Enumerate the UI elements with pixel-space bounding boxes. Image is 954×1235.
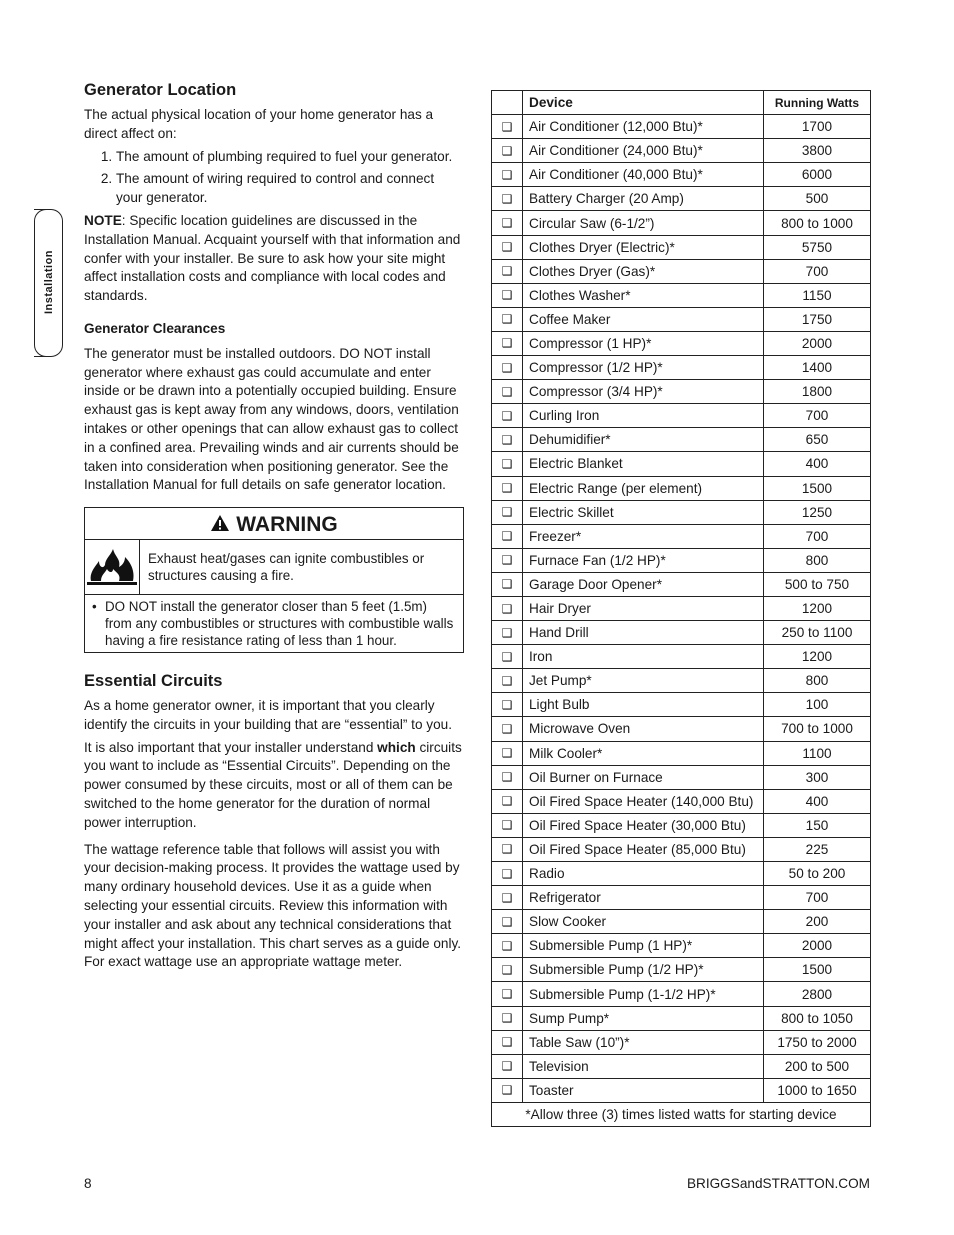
watts-cell: 3800 — [764, 139, 871, 163]
table-row — [492, 211, 871, 235]
section-title-essential-circuits: Essential Circuits — [84, 671, 223, 690]
footer-website: BRIGGSandSTRATTON.COM — [686, 1176, 870, 1191]
table-row — [492, 934, 871, 958]
watts-cell: 1200 — [764, 645, 871, 669]
device-cell: Toaster — [523, 1078, 764, 1102]
checkbox-icon[interactable]: ❑ — [492, 428, 523, 452]
checkbox-icon[interactable]: ❑ — [492, 982, 523, 1006]
checkbox-icon[interactable]: ❑ — [492, 356, 523, 380]
watts-cell: 1750 — [764, 307, 871, 331]
table-row — [492, 596, 871, 620]
device-cell: Compressor (3/4 HP)* — [523, 380, 764, 404]
device-cell: Circular Saw (6-1/2”) — [523, 211, 764, 235]
table-row — [492, 645, 871, 669]
checkbox-icon[interactable]: ❑ — [492, 572, 523, 596]
watts-cell: 800 to 1000 — [764, 211, 871, 235]
device-cell: Electric Blanket — [523, 452, 764, 476]
watts-cell: 1150 — [764, 283, 871, 307]
checkbox-icon[interactable]: ❑ — [492, 669, 523, 693]
device-cell: Television — [523, 1054, 764, 1078]
checkbox-icon[interactable]: ❑ — [492, 1030, 523, 1054]
device-cell: Hand Drill — [523, 621, 764, 645]
table-row — [492, 1030, 871, 1054]
watts-cell: 700 — [764, 404, 871, 428]
list-item: 1. The amount of plumbing required to fuel your generator. — [116, 148, 464, 167]
device-cell: Submersible Pump (1/2 HP)* — [523, 958, 764, 982]
device-cell: Slow Cooker — [523, 910, 764, 934]
essential-p2 — [84, 739, 464, 833]
checkbox-icon[interactable]: ❑ — [492, 596, 523, 620]
table-row — [492, 307, 871, 331]
watts-cell: 500 — [764, 187, 871, 211]
intro-text: The actual physical location of your home generator has a direct affect on: — [84, 107, 434, 141]
side-tab-label: Installation — [43, 249, 55, 315]
checkbox-icon[interactable]: ❑ — [492, 283, 523, 307]
watts-cell: 225 — [764, 837, 871, 861]
device-cell: Coffee Maker — [523, 307, 764, 331]
device-cell: Refrigerator — [523, 886, 764, 910]
watts-cell: 100 — [764, 693, 871, 717]
table-row — [492, 163, 871, 187]
device-cell: Garage Door Opener* — [523, 572, 764, 596]
list-item: 2. The amount of wiring required to control and connect your generator. — [116, 170, 464, 208]
checkbox-icon[interactable]: ❑ — [492, 837, 523, 861]
device-cell: Compressor (1 HP)* — [523, 331, 764, 355]
table-row — [492, 765, 871, 789]
checkbox-icon[interactable]: ❑ — [492, 307, 523, 331]
table-header-row — [492, 91, 871, 115]
watts-cell: 6000 — [764, 163, 871, 187]
warning-title: WARNING — [236, 513, 338, 537]
table-row — [492, 958, 871, 982]
watts-cell: 800 — [764, 669, 871, 693]
device-cell: Oil Fired Space Heater (30,000 Btu) — [523, 813, 764, 837]
device-cell: Curling Iron — [523, 404, 764, 428]
device-cell: Radio — [523, 862, 764, 886]
checkbox-icon[interactable]: ❑ — [492, 331, 523, 355]
table-row — [492, 572, 871, 596]
checkbox-icon[interactable]: ❑ — [492, 886, 523, 910]
page-number: 8 — [84, 1176, 92, 1191]
watts-cell: 1200 — [764, 596, 871, 620]
device-cell: Jet Pump* — [523, 669, 764, 693]
device-cell: Light Bulb — [523, 693, 764, 717]
device-cell: Submersible Pump (1 HP)* — [523, 934, 764, 958]
device-cell: Oil Burner on Furnace — [523, 765, 764, 789]
table-row — [492, 862, 871, 886]
section-title-generator-clearances: Generator Clearances — [84, 320, 226, 336]
essential-p3: The wattage reference table that follows will assist you with your decision-making process. It provides the wattage used by many ordinary household devices. Use it as a guide when selecting your essential circuits. Review this information with your installer and ask about any technical considerations that might affect your installation. This chart serves as a guide only. For exact wattage use an appropriate wattage meter. — [84, 841, 462, 970]
wattage-table — [491, 90, 871, 1127]
table-row — [492, 452, 871, 476]
checkbox-icon[interactable]: ❑ — [492, 693, 523, 717]
checkbox-icon[interactable]: ❑ — [492, 741, 523, 765]
device-cell: Clothes Washer* — [523, 283, 764, 307]
table-row — [492, 139, 871, 163]
watts-cell: 650 — [764, 428, 871, 452]
device-cell: Dehumidifier* — [523, 428, 764, 452]
watts-cell: 400 — [764, 789, 871, 813]
essential-p2-end: circuits you want to include as “Essential Circuits”. Depending on the power consumed by these circuits, most or all of them can be switched to the home generator for the duration of normal power interruption. — [84, 739, 462, 830]
device-cell: Electric Range (per element) — [523, 476, 764, 500]
checkbox-icon[interactable]: ❑ — [492, 115, 523, 139]
table-row — [492, 693, 871, 717]
table-row — [492, 717, 871, 741]
device-cell: Iron — [523, 645, 764, 669]
checkbox-icon[interactable]: ❑ — [492, 524, 523, 548]
table-row — [492, 1054, 871, 1078]
watts-cell: 2000 — [764, 934, 871, 958]
device-cell: Oil Fired Space Heater (85,000 Btu) — [523, 837, 764, 861]
checkbox-icon[interactable]: ❑ — [492, 500, 523, 524]
note-paragraph — [84, 212, 464, 306]
device-cell: Microwave Oven — [523, 717, 764, 741]
watts-cell: 400 — [764, 452, 871, 476]
device-cell: Compressor (1/2 HP)* — [523, 356, 764, 380]
checkbox-icon[interactable]: ❑ — [492, 789, 523, 813]
table-row — [492, 813, 871, 837]
watts-cell: 1100 — [764, 741, 871, 765]
table-row — [492, 187, 871, 211]
checkbox-icon[interactable]: ❑ — [492, 645, 523, 669]
running-watts-header: Running Watts — [764, 91, 871, 115]
table-row — [492, 621, 871, 645]
watts-cell: 1500 — [764, 476, 871, 500]
table-row — [492, 283, 871, 307]
table-row — [492, 741, 871, 765]
watts-cell: 300 — [764, 765, 871, 789]
warning-message: Exhaust heat/gases can ignite combustibles or structures causing a fire. — [148, 550, 425, 583]
device-cell: Clothes Dryer (Electric)* — [523, 235, 764, 259]
device-cell: Freezer* — [523, 524, 764, 548]
watts-cell: 1800 — [764, 380, 871, 404]
fire-icon — [85, 540, 140, 594]
checkbox-icon[interactable]: ❑ — [492, 380, 523, 404]
watts-cell: 700 — [764, 886, 871, 910]
checkbox-icon[interactable]: ❑ — [492, 621, 523, 645]
device-cell: Oil Fired Space Heater (140,000 Btu) — [523, 789, 764, 813]
table-row — [492, 476, 871, 500]
essential-p1: As a home generator owner, it is important that you clearly identify the circuits in your building that are “essential” to you. — [84, 697, 452, 732]
checkbox-icon[interactable]: ❑ — [492, 1054, 523, 1078]
essential-p2-bold: which — [377, 739, 416, 755]
table-footnote: *Allow three (3) times listed watts for starting device — [492, 1102, 871, 1126]
warning-bullet: • DO NOT install the generator closer than 5 feet (1.5m) from any combustibles or structures with combustible walls having a fire resistance rating of less than 1 hour. — [85, 595, 463, 652]
watts-cell: 500 to 750 — [764, 572, 871, 596]
checkbox-icon[interactable]: ❑ — [492, 958, 523, 982]
watts-cell: 1250 — [764, 500, 871, 524]
device-cell: Submersible Pump (1-1/2 HP)* — [523, 982, 764, 1006]
device-cell: Sump Pump* — [523, 1006, 764, 1030]
table-row — [492, 500, 871, 524]
device-cell: Clothes Dryer (Gas)* — [523, 259, 764, 283]
watts-cell: 700 to 1000 — [764, 717, 871, 741]
watts-cell: 150 — [764, 813, 871, 837]
device-cell: Hair Dryer — [523, 596, 764, 620]
checkbox-icon[interactable]: ❑ — [492, 235, 523, 259]
warning-row — [85, 540, 463, 595]
table-row — [492, 115, 871, 139]
watts-cell: 200 to 500 — [764, 1054, 871, 1078]
checkbox-icon[interactable]: ❑ — [492, 765, 523, 789]
clearances-text: The generator must be installed outdoors. DO NOT install generator where exhaust gas could accumulate and enter inside or be drawn into a potentially occupied building. Ensure exhaust gas is kept away from any windows, doors, ventilation intakes or other openings that can allow exhaust gas to collect in a confined area. Prevailing winds and air currents should be taken into consideration when positioning generator. See the Installation Manual for full details on safe generator location. — [84, 345, 459, 493]
table-row — [492, 235, 871, 259]
table-row — [492, 1006, 871, 1030]
warning-triangle-icon — [210, 514, 230, 532]
device-cell: Milk Cooler* — [523, 741, 764, 765]
warning-header — [85, 508, 463, 540]
checkbox-icon[interactable]: ❑ — [492, 139, 523, 163]
note-text: : Specific location guidelines are discussed in the Installation Manual. Acquaint yourself with that information and confer with your installer. Be sure to ask how your site might affect installation costs and compliance with local codes and standards. — [84, 212, 461, 304]
warning-box — [84, 507, 464, 653]
watts-cell: 250 to 1100 — [764, 621, 871, 645]
checkbox-icon[interactable]: ❑ — [492, 259, 523, 283]
checkbox-icon[interactable]: ❑ — [492, 476, 523, 500]
watts-cell: 1700 — [764, 115, 871, 139]
checkbox-icon[interactable]: ❑ — [492, 910, 523, 934]
table-row — [492, 356, 871, 380]
note-label: NOTE — [84, 212, 122, 228]
table-row — [492, 669, 871, 693]
watts-cell: 1400 — [764, 356, 871, 380]
table-row — [492, 331, 871, 355]
checkbox-icon[interactable]: ❑ — [492, 813, 523, 837]
table-row — [492, 380, 871, 404]
watts-cell: 2000 — [764, 331, 871, 355]
device-cell: Battery Charger (20 Amp) — [523, 187, 764, 211]
device-cell: Furnace Fan (1/2 HP)* — [523, 548, 764, 572]
watts-cell: 1750 to 2000 — [764, 1030, 871, 1054]
device-cell: Electric Skillet — [523, 500, 764, 524]
impact-list — [84, 148, 464, 208]
table-row — [492, 404, 871, 428]
watts-cell: 700 — [764, 524, 871, 548]
watts-cell: 50 to 200 — [764, 862, 871, 886]
essential-p2-start: It is also important that your installer understand — [84, 739, 378, 755]
checkbox-icon[interactable]: ❑ — [492, 187, 523, 211]
checkbox-icon[interactable]: ❑ — [492, 717, 523, 741]
checkbox-icon[interactable]: ❑ — [492, 1078, 523, 1102]
watts-cell: 700 — [764, 259, 871, 283]
checkbox-icon[interactable]: ❑ — [492, 548, 523, 572]
table-footnote-row — [492, 1102, 871, 1126]
watts-cell: 5750 — [764, 235, 871, 259]
table-row — [492, 910, 871, 934]
device-cell: Air Conditioner (24,000 Btu)* — [523, 139, 764, 163]
checkbox-header — [492, 91, 523, 115]
table-row — [492, 524, 871, 548]
section-title-generator-location: Generator Location — [84, 81, 237, 99]
table-row — [492, 1078, 871, 1102]
checkbox-icon[interactable]: ❑ — [492, 452, 523, 476]
table-row — [492, 837, 871, 861]
watts-cell: 800 to 1050 — [764, 1006, 871, 1030]
checkbox-icon[interactable]: ❑ — [492, 163, 523, 187]
checkbox-icon[interactable]: ❑ — [492, 404, 523, 428]
watts-cell: 800 — [764, 548, 871, 572]
table-row — [492, 548, 871, 572]
checkbox-icon[interactable]: ❑ — [492, 211, 523, 235]
table-row — [492, 259, 871, 283]
watts-cell: 200 — [764, 910, 871, 934]
left-column — [84, 80, 464, 976]
table-row — [492, 982, 871, 1006]
watts-cell: 1000 to 1650 — [764, 1078, 871, 1102]
device-cell: Table Saw (10”)* — [523, 1030, 764, 1054]
table-row — [492, 886, 871, 910]
watts-cell: 1500 — [764, 958, 871, 982]
device-cell: Air Conditioner (40,000 Btu)* — [523, 163, 764, 187]
table-row — [492, 789, 871, 813]
device-cell: Air Conditioner (12,000 Btu)* — [523, 115, 764, 139]
checkbox-icon[interactable]: ❑ — [492, 934, 523, 958]
watts-cell: 2800 — [764, 982, 871, 1006]
table-row — [492, 428, 871, 452]
checkbox-icon[interactable]: ❑ — [492, 1006, 523, 1030]
device-header: Device — [523, 91, 764, 115]
checkbox-icon[interactable]: ❑ — [492, 862, 523, 886]
